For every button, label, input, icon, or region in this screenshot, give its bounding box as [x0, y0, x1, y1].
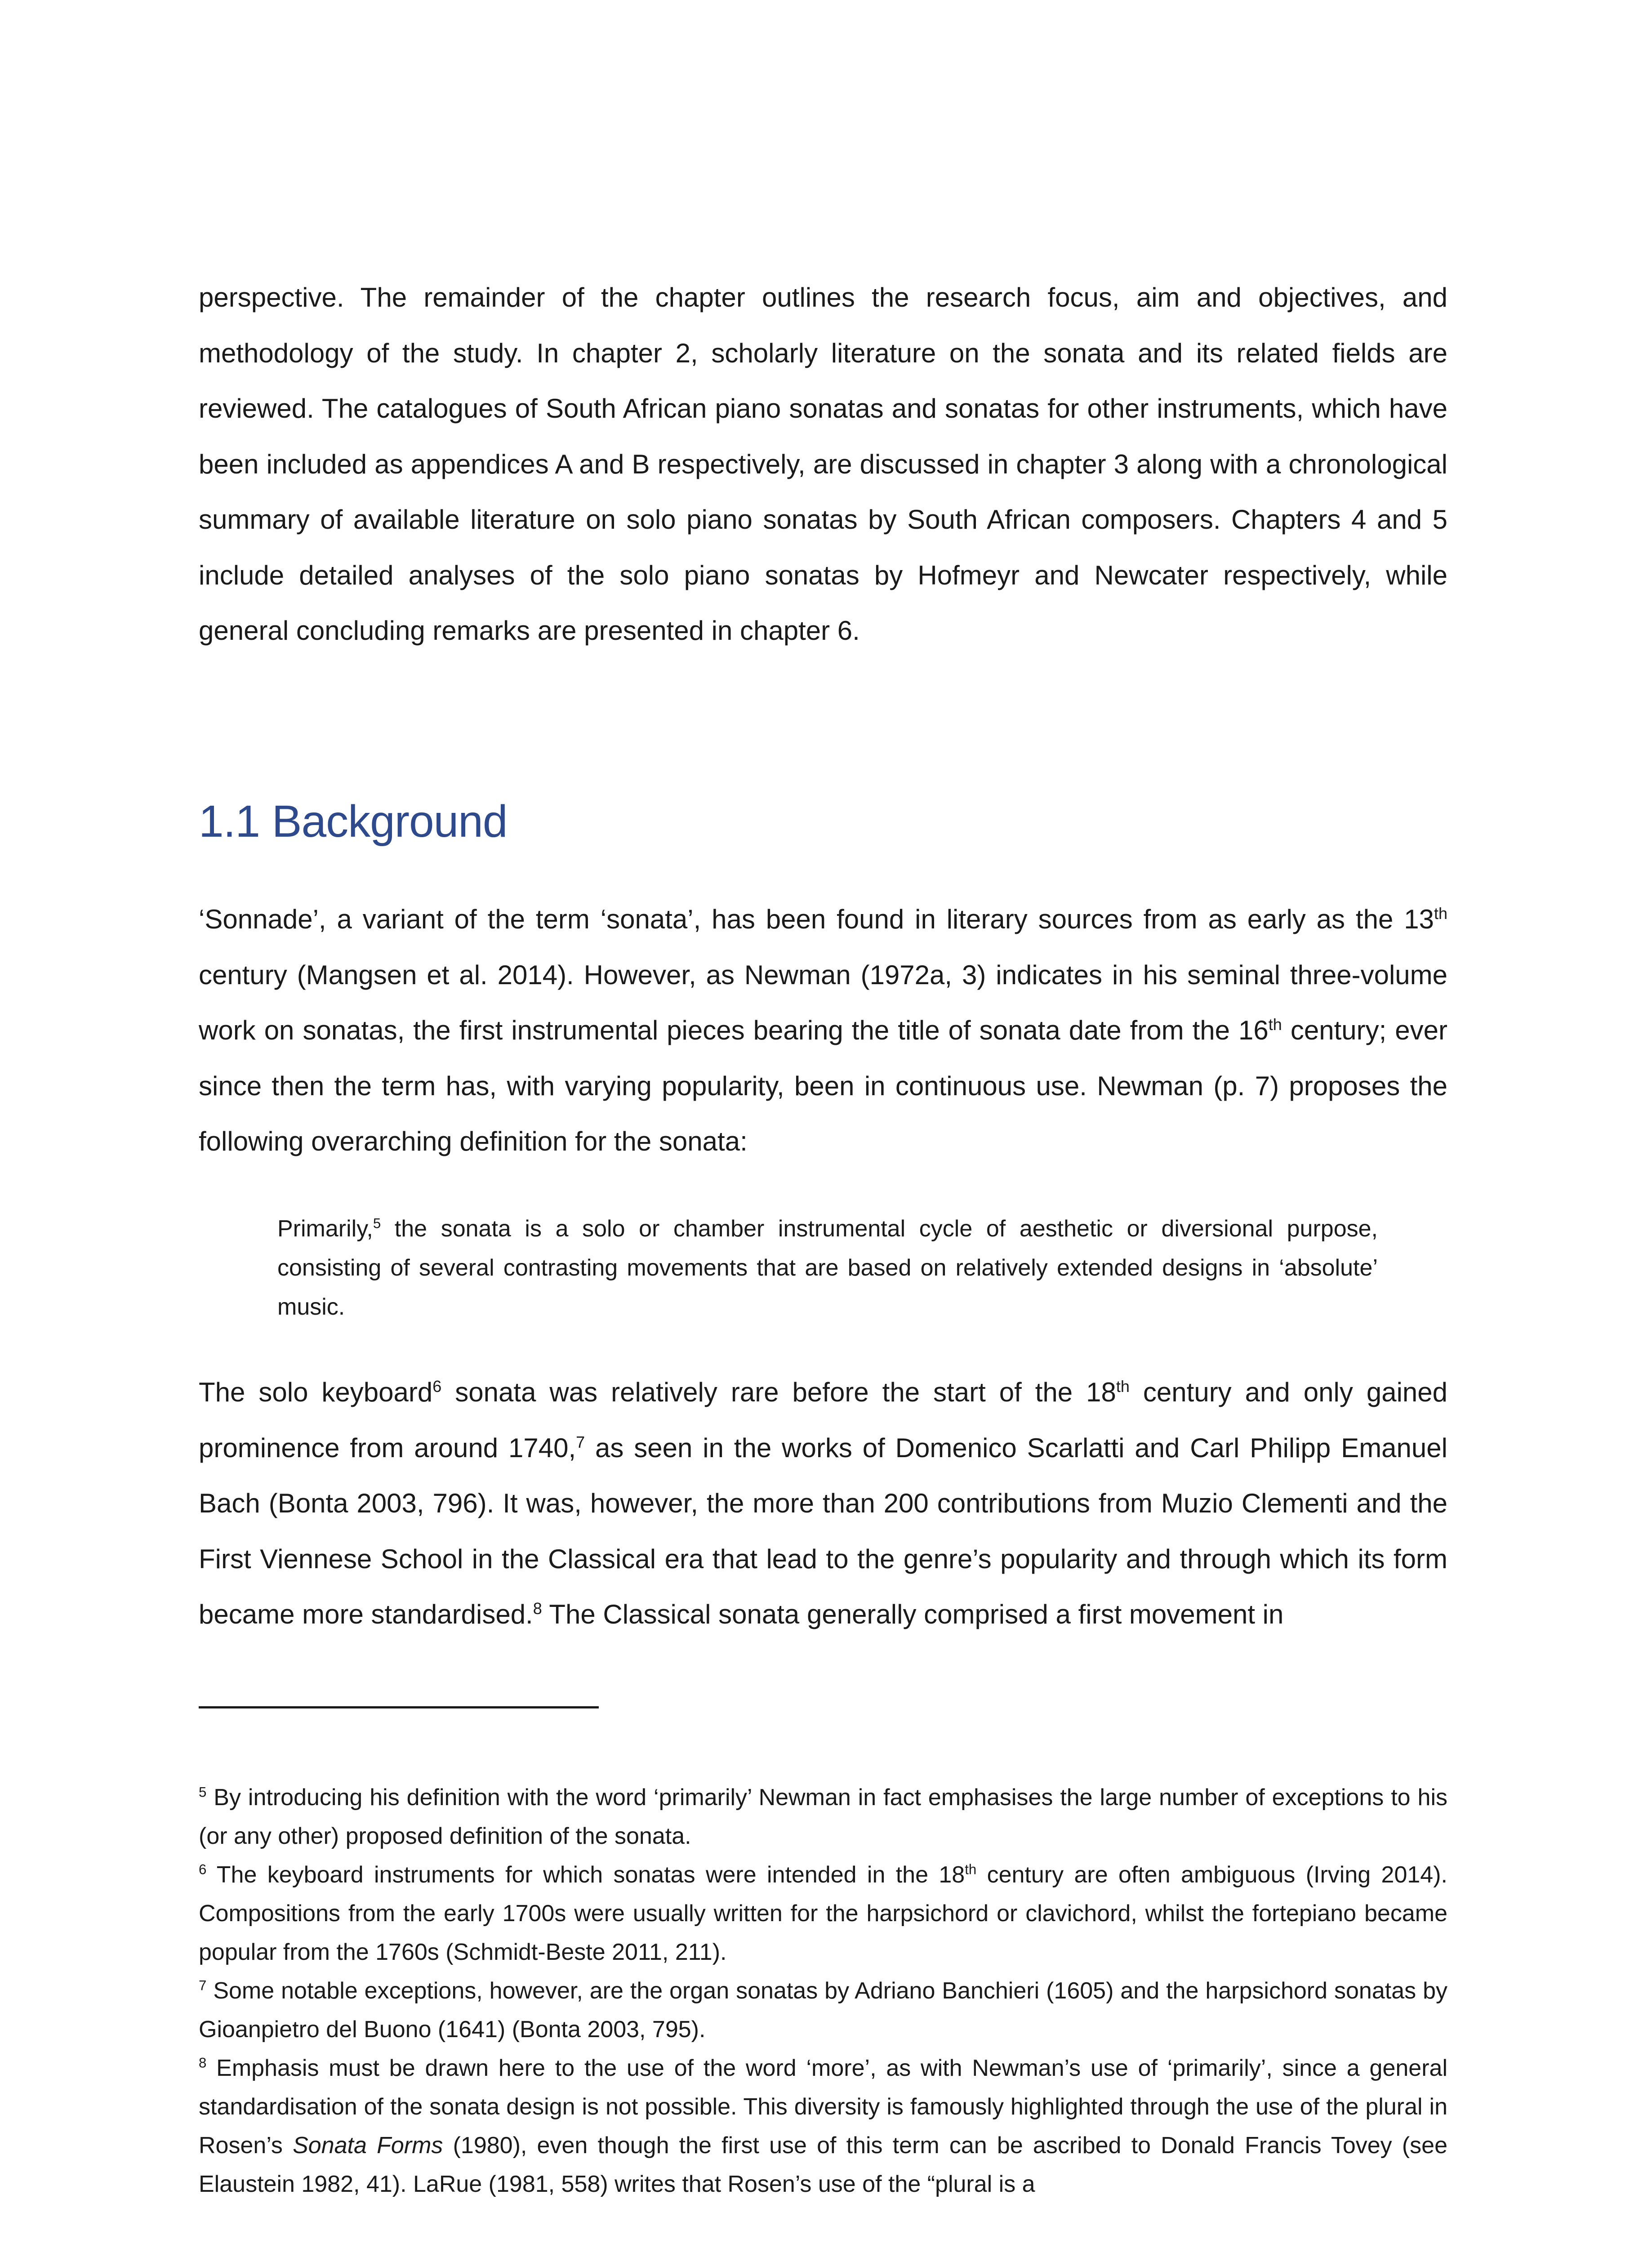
footnote-text: (1980), even though the first use of this term can be ascribed to Donald Francis Tovey (see Elaustein 1982, 41). LaRue (1981, 558) writes that Rosen’s use of the “plural is a — [199, 2132, 1448, 2197]
footnote-ref-6[interactable]: 6 — [432, 1377, 442, 1396]
text-run: the sonata is a solo or chamber instrumental cycle of aesthetic or diversional purpose, consisting of several contrasting movements that are based on relatively extended designs in ‘absolute’ music. — [277, 1216, 1378, 1320]
background-paragraph — [199, 892, 1447, 1169]
footnote-number: 5 — [199, 1784, 207, 1800]
footnote-separator — [199, 1706, 599, 1708]
book-title: Sonata Forms — [293, 2132, 443, 2159]
keyboard-paragraph — [199, 1365, 1447, 1642]
text-run: as seen in the works of Domenico Scarlatti and Carl Philipp Emanuel Bach (Bonta 2003, 796). It was, however, the more than 200 contributions from Muzio Clementi and the First Viennese School in the Classical era that lead to the genre’s popularity and through which its form became more standardised. — [199, 1432, 1447, 1629]
footnote-text: Emphasis must be drawn here to the use of the word ‘more’, as with Newman’s use of ‘primarily’, since a general standardisation of the sonata design is not possible. This diversity is famously highlighted through the use of the plural in Rosen’s — [199, 2055, 1447, 2159]
footnote-5 — [199, 1778, 1447, 1855]
footnote-number: 8 — [199, 2055, 207, 2071]
footnote-text: By introducing his definition with the word ‘primarily’ Newman in fact emphasises the large number of exceptions to his (or any other) proposed definition of the sonata. — [199, 1784, 1447, 1849]
superscript: th — [1434, 904, 1447, 923]
footnotes — [199, 1778, 1447, 2203]
footnote-6 — [199, 1855, 1447, 1971]
section-heading: 1.1 Background — [199, 796, 508, 847]
text-run: The solo keyboard — [199, 1377, 433, 1407]
superscript: th — [965, 1861, 977, 1878]
footnote-8 — [199, 2049, 1447, 2203]
footnote-ref-5[interactable]: 5 — [373, 1215, 381, 1231]
block-quote — [277, 1209, 1378, 1327]
footnote-number: 6 — [199, 1861, 207, 1878]
footnote-ref-8[interactable]: 8 — [533, 1599, 542, 1618]
text-run: ‘Sonnade’, a variant of the term ‘sonata’, has been found in literary sources from as early as the 13 — [199, 904, 1434, 934]
footnote-text: century are often ambiguous (Irving 2014). Compositions from the early 1700s were usually written for the harpsichord or clavichord, whilst the fortepiano became popular from the 1760s (Schmidt-Beste 2011, 211). — [199, 1862, 1447, 1965]
footnote-ref-7[interactable]: 7 — [576, 1432, 585, 1451]
footnote-number: 7 — [199, 1977, 207, 1994]
superscript: th — [1268, 1015, 1282, 1034]
footnote-text: The keyboard instruments for which sonatas were intended in the 18 — [206, 1862, 965, 1888]
text-run: The Classical sonata generally comprised a first movement in — [542, 1599, 1284, 1629]
text-run: century and only gained prominence from around 1740, — [199, 1377, 1448, 1463]
text-run: century; ever since then the term has, with varying popularity, been in continuous use. Newman (p. 7) proposes the following overarching definition for the sonata: — [199, 1015, 1447, 1156]
text-run: sonata was relatively rare before the start of the 18 — [441, 1377, 1116, 1407]
text-run: century (Mangsen et al. 2014). However, as Newman (1972a, 3) indicates in his seminal three-volume work on sonatas, the first instrumental pieces bearing the title of sonata date from the 16 — [199, 959, 1447, 1045]
footnote-text: Some notable exceptions, however, are the organ sonatas by Adriano Banchieri (1605) and the harpsichord sonatas by Gioanpietro del Buono (1641) (Bonta 2003, 795). — [199, 1978, 1447, 2043]
intro-paragraph: perspective. The remainder of the chapter outlines the research focus, aim and objectives, and methodology of the study. In chapter 2, scholarly literature on the sonata and its related fields are reviewed. The catalogues of South African piano sonatas and sonatas for other instruments, which have been included as appendices A and B respectively, are discussed in chapter 3 along with a chronological summary of available literature on solo piano sonatas by South African composers. Chapters 4 and 5 include detailed analyses of the solo piano sonatas by Hofmeyr and Newcater respectively, while general concluding remarks are presented in chapter 6. — [199, 282, 1447, 646]
keyboard-paragraph-block — [199, 1365, 1447, 1642]
background-paragraph-block — [199, 892, 1447, 1169]
intro-paragraph-block — [199, 270, 1447, 659]
superscript: th — [1116, 1377, 1130, 1396]
footnote-7 — [199, 1971, 1447, 2049]
text-run: Primarily, — [277, 1216, 373, 1242]
